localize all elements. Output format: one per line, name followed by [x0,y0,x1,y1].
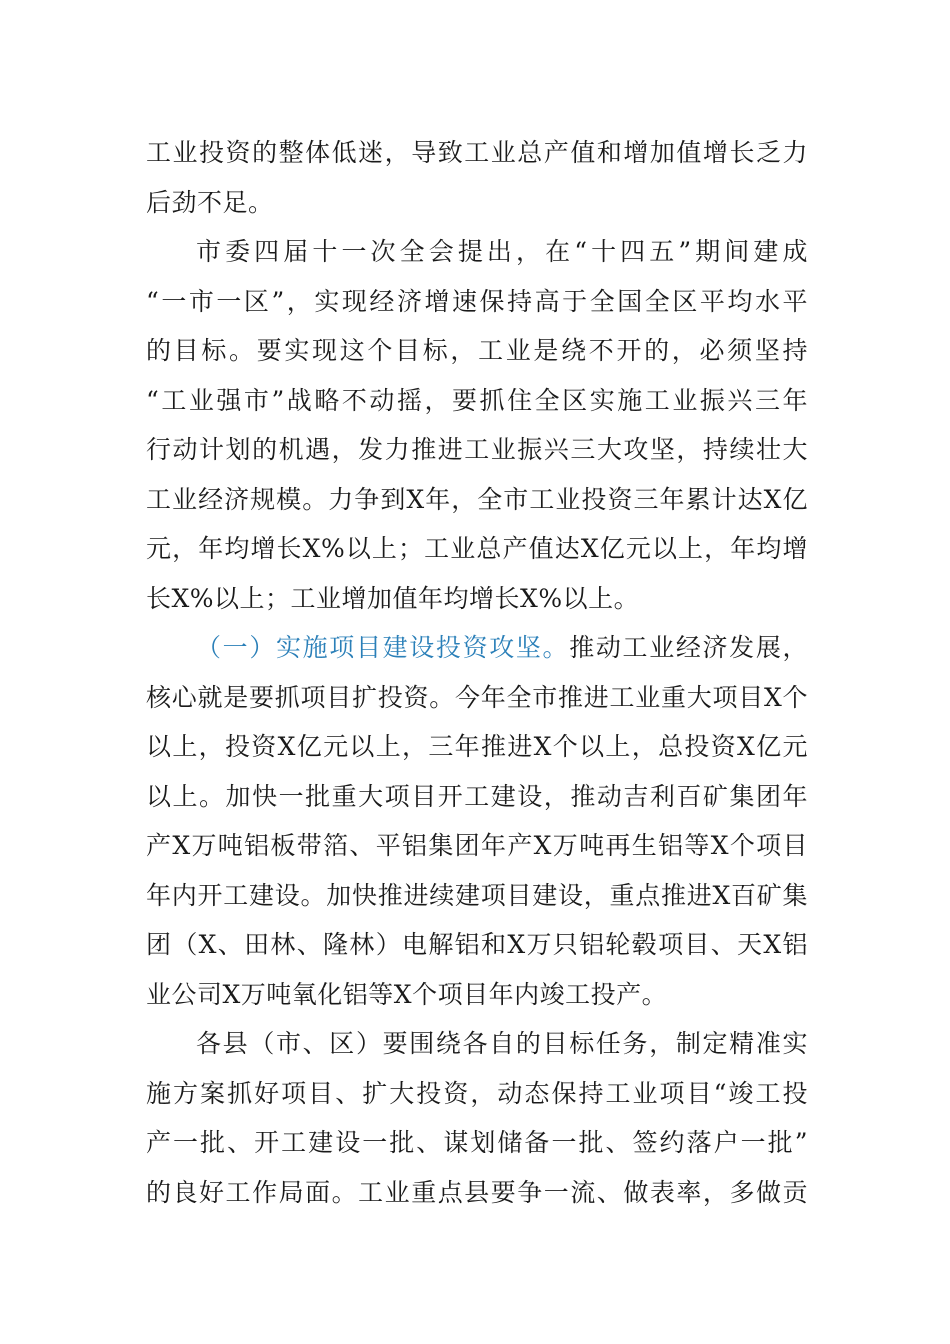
paragraph-4 [146,1019,808,1217]
text-line: 后劲不足。 [146,187,274,217]
text-line: 工业投资的整体低迷，导致工业总产值和增加值增长乏力 [146,138,808,167]
paragraph-3 [146,623,808,1019]
text-line: 工业经济规模。力争到X年，全市工业投资三年累计达X亿 [146,484,808,514]
text-line: 产X万吨铝板带箔、平铝集团年产X万吨再生铝等X个项目 [146,831,808,860]
text-line: “一市一区”，实现经济增速保持高于全国全区平均水平 [146,286,808,316]
section-heading: （一）实施项目建设投资攻坚。 [196,633,570,662]
heading-line [146,623,808,673]
text-line: 施方案抓好项目、扩大投资，动态保持工业项目“竣工投 [146,1078,808,1108]
text-line: 年内开工建设。加快推进续建项目建设，重点推进X百矿集 [146,880,808,910]
text-line: 各县（市、区）要围绕各自的目标任务，制定精准实 [196,1029,808,1058]
text-line: 行动计划的机遇，发力推进工业振兴三大攻坚，持续壮大 [146,435,808,464]
document-body [146,128,808,1217]
text-line: 团（X、田林、隆林）电解铝和X万只铝轮毂项目、天X铝 [146,930,808,959]
text-run: 推动工业经济发展， [569,633,808,662]
text-line: 业公司X万吨氧化铝等X个项目年内竣工投产。 [146,979,668,1009]
paragraph-2 [146,227,808,623]
text-line: 元，年均增长X%以上；工业总产值达X亿元以上，年均增 [146,534,808,563]
text-line: 产一批、开工建设一批、谋划储备一批、签约落户一批” [146,1128,808,1157]
text-line: 的目标。要实现这个目标，工业是绕不开的，必须坚持 [146,336,808,365]
paragraph-1 [146,128,808,227]
text-line: 长X%以上；工业增加值年均增长X%以上。 [146,583,640,613]
text-line: “工业强市”战略不动摇，要抓住全区实施工业振兴三年 [146,385,808,415]
text-line: 以上，投资X亿元以上，三年推进X个以上，总投资X亿元 [146,732,808,761]
text-line: 核心就是要抓项目扩投资。今年全市推进工业重大项目X个 [146,682,808,712]
text-line: 以上。加快一批重大项目开工建设，推动吉利百矿集团年 [146,781,808,811]
text-line: 市委四届十一次全会提出，在“十四五”期间建成 [196,237,808,266]
text-line: 的良好工作局面。工业重点县要争一流、做表率，多做贡 [146,1177,808,1207]
